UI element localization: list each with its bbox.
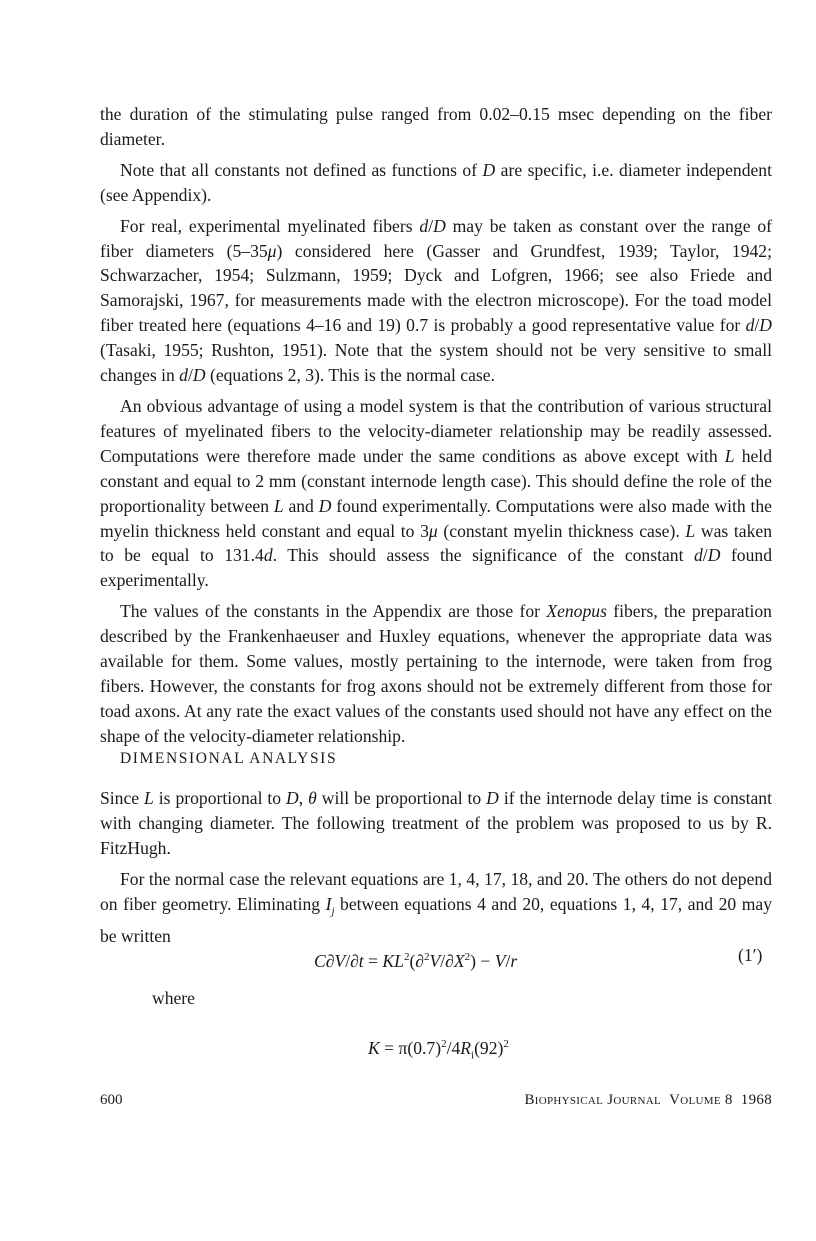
paragraph-5: The values of the constants in the Appendix are those for Xenopus fibers, the preparation described by the Frankenhaeuser and Huxley equations, whenever the appropriate data was available for them. Some values, mostly pertaining to the internode, were taken from frog fibers. However, the constants for frog axons should not be extremely different from those for toad axons. At any rate the exact values of the constants used should not have any effect on the shape of the velocity-diameter relationship. [100,601,772,746]
journal-name: Biophysical Journal [524,1092,661,1108]
paragraph-1: the duration of the stimulating pulse ranged from 0.02–0.15 msec depending on the fiber diameter. [100,104,772,149]
running-footer [524,1092,772,1109]
where-label: where [152,988,195,1008]
paragraph-7: For the normal case the relevant equations are 1, 4, 17, 18, and 20. The others do not depend on fiber geometry. Eliminating $I_j$ between equations 4 and 20, equations 1, 4, 17, and 20 may be written [100,868,772,947]
journal-year: 1968 [740,1092,772,1108]
paragraph-4: An obvious advantage of using a model system is that the contribution of various structural features of myelinated fibers to the velocity-diameter relationship may be readily assessed. Computations were therefore made under the same conditions as above except with L held constant and equal to 2 mm (constant internode length case). This should define the role of the proportionality between L and D found experimentally. Computations were also made with the myelin thickness held constant and equal to 3μ (constant myelin thickness case). L was taken to be equal to 131.4d. This should assess the significance of the constant d/D found experimentally. [100,395,773,591]
page-number: 600 [100,1092,123,1108]
equation-2: $K = \pi(0.7)^2/4R_i(92)^2$ [368,1037,509,1062]
body-text-bottom [100,786,772,955]
paragraph-2: Note that all constants not defined as functions of D are specific, i.e. diameter independent (see Appendix). [100,159,772,205]
paragraph-3: For real, experimental myelinated fibers d/D may be taken as constant over the range of fiber diameters (5–35μ) considered here (Gasser and Grundfest, 1939; Taylor, 1942; Schwarzacher, 1954; Sulzmann, 1959; Dyck and Lofgren, 1966; see also Friede and Samorajski, 1967, for measurements made with the electron microscope). For the toad model fiber treated here (equations 4–16 and 19) 0.7 is probably a good representative value for d/D (Tasaki, 1955; Rushton, 1951). Note that the system should not be very sensitive to small changes in d/D (equations 2, 3). This is the normal case. [100,215,772,386]
section-heading: DIMENSIONAL ANALYSIS [120,750,338,767]
equation-1-number: (1′) [738,945,763,965]
body-text-top [100,102,772,755]
paragraph-6: Since L is proportional to D, θ will be proportional to D if the internode delay time is constant with changing diameter. The following treatment of the problem was proposed to us by R. FitzHugh. [100,788,772,858]
journal-volume: Volume 8 [669,1092,733,1108]
equation-1: $C\partial V/\partial t = KL^2(\partial^2V/\partial X^2) - V/r$ [314,950,518,971]
